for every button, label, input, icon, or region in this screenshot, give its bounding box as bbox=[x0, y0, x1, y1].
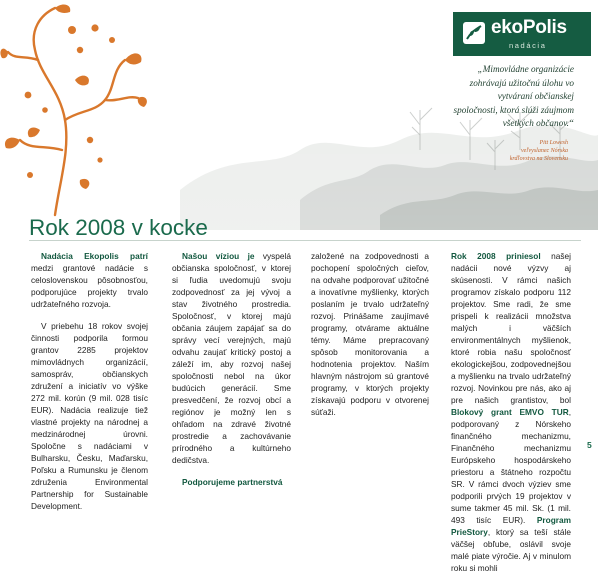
paragraph-partnership bbox=[172, 476, 291, 488]
paragraph-intro: Nadácia Ekopolis patrí medzi grantové nadácie s celoslovenskou pôsobnosťou, podporujúce projekty trvalo udržateľného rozvoja. bbox=[31, 251, 148, 309]
quote-author-role: veľvyslanec Nórska bbox=[521, 148, 568, 154]
logo-subtitle: nadácia bbox=[509, 41, 547, 50]
ekopolis-logo bbox=[453, 12, 591, 56]
text-column-1 bbox=[31, 250, 148, 522]
section-title: Rok 2008 v kocke bbox=[29, 215, 208, 240]
paragraph-vision: Našou víziou je vyspelá občianska spoločnosť, v ktorej si ľudia uvedomujú svoju zodpovednosť za jej vývoj a stav životného prostredia. Spoločnosť, v ktorej majú občania záujem zapájať sa do správy vecí verejných, majú odvahu zaujať kritický postoj a záleží im, aby rozvoj našej spoločnosti nebol na úkor budúcich generácií. Sme presvedčení, že rozvoj obcí a regiónov je možný len s ohľadom na zdravé životné prostredie a zachovávanie prírodného a kultúrneho dedičstva. bbox=[172, 251, 291, 465]
pull-quote: „Mimovládne organizácie zohrávajú užitočnú úlohu vo vytváraní občianskej spoločnosti, ktorá slúži záujmom všetkých občanov.“ bbox=[453, 64, 574, 129]
text-column-4 bbox=[451, 250, 571, 584]
text-column-3 bbox=[311, 250, 429, 428]
page-number: 5 bbox=[587, 440, 592, 450]
paragraph-year-2008-continued: Rok 2008 priniesol našej nadácii nové výzvy aj skúsenosti. V rámci našich programov získalo podporu 112 projektov. Sme radi, že sme prispeli k realizácii množstva malých i väčších environmentálnych myšlienok, ktoré robia našu spoločnosť ekologickejšou, zodpovednejšou a myšlienku na trvalo udržateľný rozvoj. Novinkou pre nás, ako aj pre našich grantistov, bol Blokový grant EMVO TUR, podporovaný z Nórskeho finančného mechanizmu, Finančného mechanizmu Európskeho hospodárskeho priestoru a štátneho rozpočtu SR. V rámci dvoch výziev sme podporili prvých 19 projektov v sume takmer 45 mil. Sk. (1 mil. 493 tisíc EUR). Program PrieStory, ktorý sa teší stále väčšej obľube, oslávil svoje malé piate výročie. Aj v minulom roku si mohli bbox=[451, 251, 572, 573]
block-grant-name: Blokový grant EMVO TUR bbox=[451, 407, 569, 417]
logo-emblem-icon bbox=[463, 22, 485, 44]
paragraph-intro-lead: Nadácia Ekopolis patrí bbox=[41, 251, 148, 261]
paragraph-year-2008-lead: Rok 2008 priniesol bbox=[451, 251, 541, 261]
quote-attribution bbox=[470, 139, 568, 163]
logo-wordmark: ekoPolis bbox=[491, 17, 567, 38]
orange-branch-ornament bbox=[0, 0, 150, 215]
quote-author-place: krdľovstva na Slovensku bbox=[509, 156, 568, 162]
program-name: Program PrieStory bbox=[451, 515, 571, 537]
paragraph-history: V priebehu 18 rokov svojej činnosti podporila formou grantov 2285 projektov mimovládnych organizácií, samospráv, občianskych združení a iniciatív vo výške 272 mil. korún (9 mil. 028 tisíc EUR). Nadácia realizuje tiež vlastné projekty na národnej a medzinárodnej úrovni. Spoločne s nadáciami v Bulharsku, Česku, Maďarsku, Poľsku a Rumunsku je členom združenia Environmental Partnership for Sustainable Development. bbox=[31, 321, 148, 511]
paragraph-vision-lead: Našou víziou je bbox=[182, 251, 255, 261]
text-column-2 bbox=[172, 250, 291, 498]
paragraph-partnership-continued: založené na zodpovednosti a pochopení spoločných cieľov, na odvahe podporovať užitočné a inovatívne myšlienky, ktorých poslaním je trvalo udržateľný rozvoj. Prinášame zaujímavé programy, otvárame aktuálne témy. Máme prepracovaný spôsob monitorovania a hodnotenia projektov. Naším hlavným nástrojom sú grantové programy, v ktorých projekty získavajú podporu v otvorenej súťaži. bbox=[311, 251, 429, 417]
quote-author: Pitt Lowesh bbox=[539, 140, 568, 146]
title-divider bbox=[29, 240, 581, 241]
paragraph-partnership-lead: Podporujeme partnerstvá bbox=[182, 477, 283, 487]
